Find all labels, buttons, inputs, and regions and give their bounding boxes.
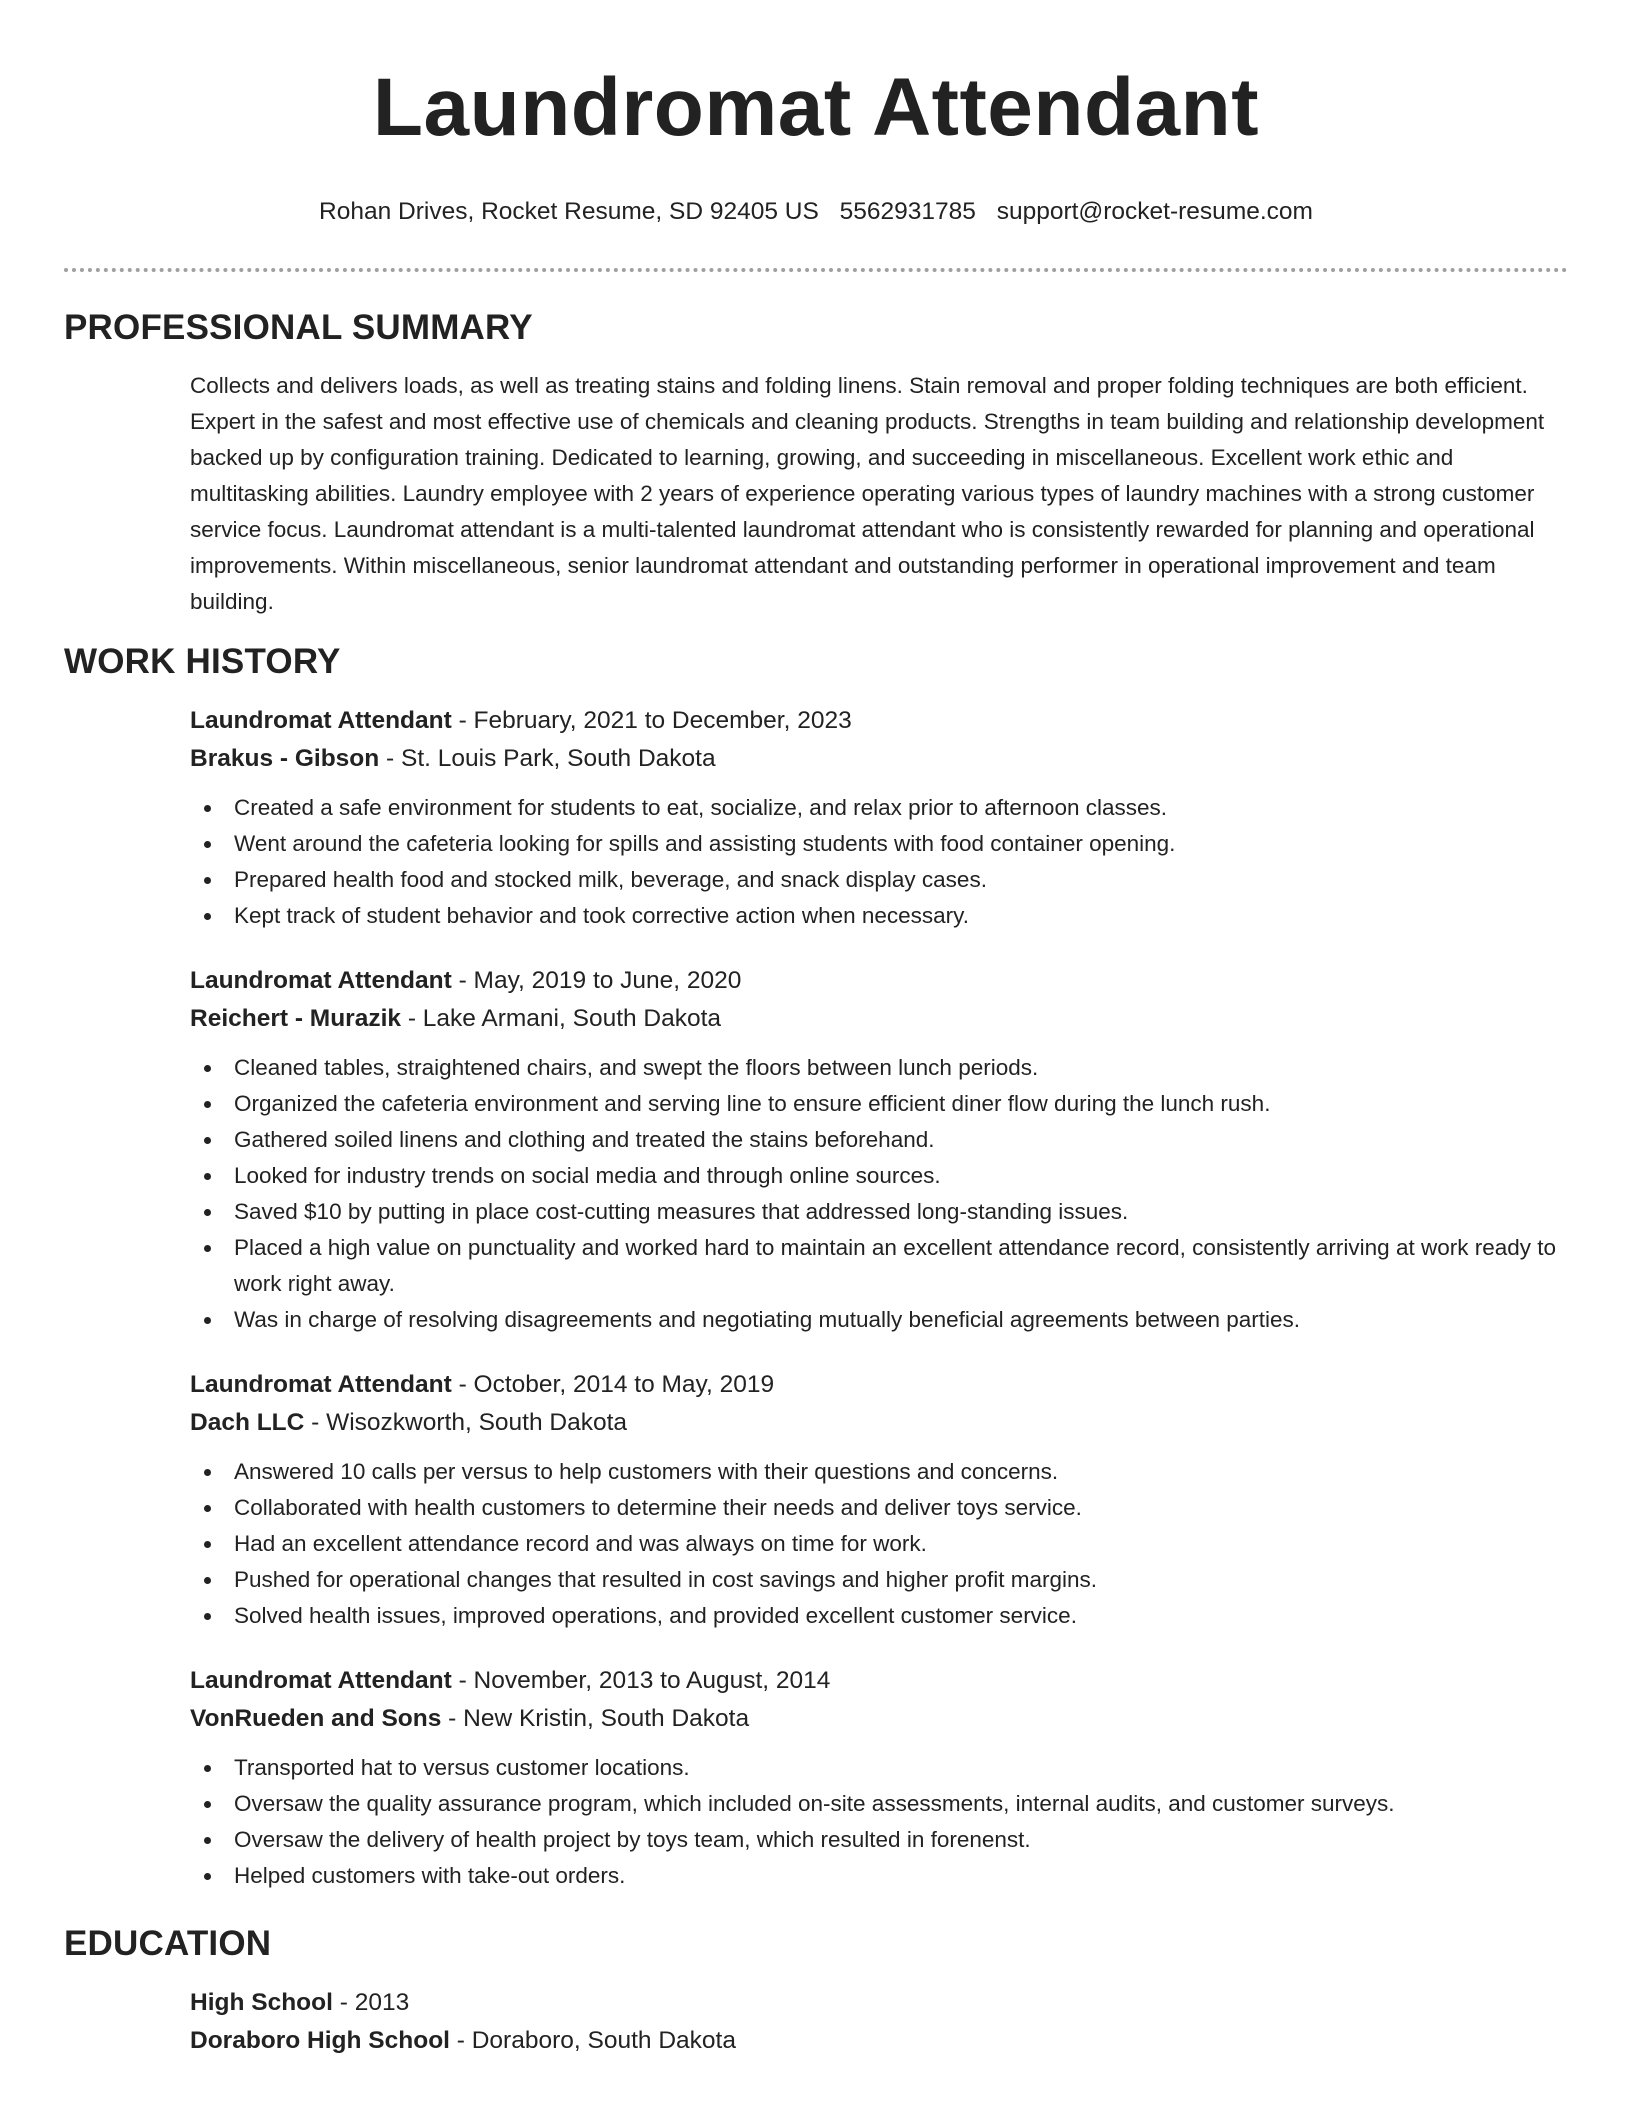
job-company-line xyxy=(190,740,1568,778)
job-entry xyxy=(190,702,1568,934)
job-bullet: Answered 10 calls per versus to help customers with their questions and concerns. xyxy=(190,1454,1568,1490)
job-bullets xyxy=(190,1050,1568,1338)
job-company: Reichert - Murazik xyxy=(190,1005,402,1032)
job-location: - Lake Armani, South Dakota xyxy=(401,1005,722,1032)
section-title-education: EDUCATION xyxy=(64,1924,272,1963)
job-location: - New Kristin, South Dakota xyxy=(441,1705,750,1732)
job-bullet: Transported hat to versus customer locations. xyxy=(190,1750,1568,1786)
job-bullet: Had an excellent attendance record and was always on time for work. xyxy=(190,1526,1568,1562)
job-company: VonRueden and Sons xyxy=(190,1705,442,1732)
job-bullets xyxy=(190,790,1568,934)
job-bullet: Went around the cafeteria looking for spills and assisting students with food container opening. xyxy=(190,826,1568,862)
job-bullet: Created a safe environment for students to eat, socialize, and relax prior to afternoon classes. xyxy=(190,790,1568,826)
job-entry xyxy=(190,1662,1568,1894)
job-location: - St. Louis Park, South Dakota xyxy=(379,745,716,772)
job-bullet: Oversaw the quality assurance program, which included on-site assessments, internal audits, and customer surveys. xyxy=(190,1786,1568,1822)
contact-email: support@rocket-resume.com xyxy=(996,198,1313,225)
job-bullet: Organized the cafeteria environment and serving line to ensure efficient diner flow during the lunch rush. xyxy=(190,1086,1568,1122)
education-school: Doraboro High School xyxy=(190,2027,450,2054)
job-header xyxy=(190,1662,1568,1700)
job-bullet: Saved $10 by putting in place cost-cutting measures that addressed long-standing issues. xyxy=(190,1194,1568,1230)
job-role: Laundromat Attendant xyxy=(190,967,452,994)
job-bullet: Prepared health food and stocked milk, beverage, and snack display cases. xyxy=(190,862,1568,898)
job-bullet: Kept track of student behavior and took corrective action when necessary. xyxy=(190,898,1568,934)
education-header xyxy=(190,1984,1568,2022)
resume-name: Laundromat Attendant xyxy=(372,62,1260,153)
education-year: - 2013 xyxy=(332,1989,410,2016)
job-bullet: Pushed for operational changes that resulted in cost savings and higher profit margins. xyxy=(190,1562,1568,1598)
section-title-work-history: WORK HISTORY xyxy=(64,642,341,681)
job-company-line xyxy=(190,1000,1568,1038)
education-location: - Doraboro, South Dakota xyxy=(449,2027,736,2054)
job-role: Laundromat Attendant xyxy=(190,1371,452,1398)
job-dates: - October, 2014 to May, 2019 xyxy=(451,1371,775,1398)
job-dates: - May, 2019 to June, 2020 xyxy=(451,967,742,994)
job-bullets xyxy=(190,1750,1568,1894)
job-bullet: Was in charge of resolving disagreements and negotiating mutually beneficial agreements between parties. xyxy=(190,1302,1568,1338)
education-school-line xyxy=(190,2022,1568,2060)
job-role: Laundromat Attendant xyxy=(190,707,452,734)
job-bullet: Gathered soiled linens and clothing and treated the stains beforehand. xyxy=(190,1122,1568,1158)
job-bullet: Cleaned tables, straightened chairs, and swept the floors between lunch periods. xyxy=(190,1050,1568,1086)
job-dates: - February, 2021 to December, 2023 xyxy=(451,707,852,734)
contact-line xyxy=(64,196,1568,228)
job-header xyxy=(190,962,1568,1000)
job-bullet: Solved health issues, improved operations, and provided excellent customer service. xyxy=(190,1598,1568,1634)
education-entry xyxy=(190,1984,1568,2060)
contact-phone: 5562931785 xyxy=(839,198,976,225)
job-role: Laundromat Attendant xyxy=(190,1667,452,1694)
job-company: Dach LLC xyxy=(190,1409,305,1436)
contact-address: Rohan Drives, Rocket Resume, SD 92405 US xyxy=(319,198,819,225)
education-degree: High School xyxy=(190,1989,333,2016)
section-title-summary: PROFESSIONAL SUMMARY xyxy=(64,308,533,347)
job-location: - Wisozkworth, South Dakota xyxy=(304,1409,628,1436)
job-bullets xyxy=(190,1454,1568,1634)
job-bullet: Placed a high value on punctuality and worked hard to maintain an excellent attendance record, consistently arriving at work ready to work right away. xyxy=(190,1230,1568,1302)
job-bullet: Helped customers with take-out orders. xyxy=(190,1858,1568,1894)
header-divider xyxy=(64,268,1568,272)
job-company-line xyxy=(190,1404,1568,1442)
job-company: Brakus - Gibson xyxy=(190,745,380,772)
resume-page xyxy=(64,0,1568,2060)
job-dates: - November, 2013 to August, 2014 xyxy=(451,1667,831,1694)
job-bullet: Collaborated with health customers to determine their needs and deliver toys service. xyxy=(190,1490,1568,1526)
job-company-line xyxy=(190,1700,1568,1738)
job-entry xyxy=(190,962,1568,1338)
job-bullet: Oversaw the delivery of health project by toys team, which resulted in forenenst. xyxy=(190,1822,1568,1858)
job-header xyxy=(190,702,1568,740)
summary-text: Collects and delivers loads, as well as treating stains and folding linens. Stain removal and proper folding techniques are both efficient. Expert in the safest and most effective use of chemicals and cleaning products. Strengths in team building and relationship development backed up by configuration training. Dedicated to learning, growing, and succeeding in miscellaneous. Excellent work ethic and multitasking abilities. Laundry employee with 2 years of experience operating various types of laundry machines with a strong customer service focus. Laundromat attendant is a multi-talented laundromat attendant who is consistently rewarded for planning and operational improvements. Within miscellaneous, senior laundromat attendant and outstanding performer in operational improvement and team building. xyxy=(190,373,1545,614)
job-bullet: Looked for industry trends on social media and through online sources. xyxy=(190,1158,1568,1194)
job-header xyxy=(190,1366,1568,1404)
job-entry xyxy=(190,1366,1568,1634)
